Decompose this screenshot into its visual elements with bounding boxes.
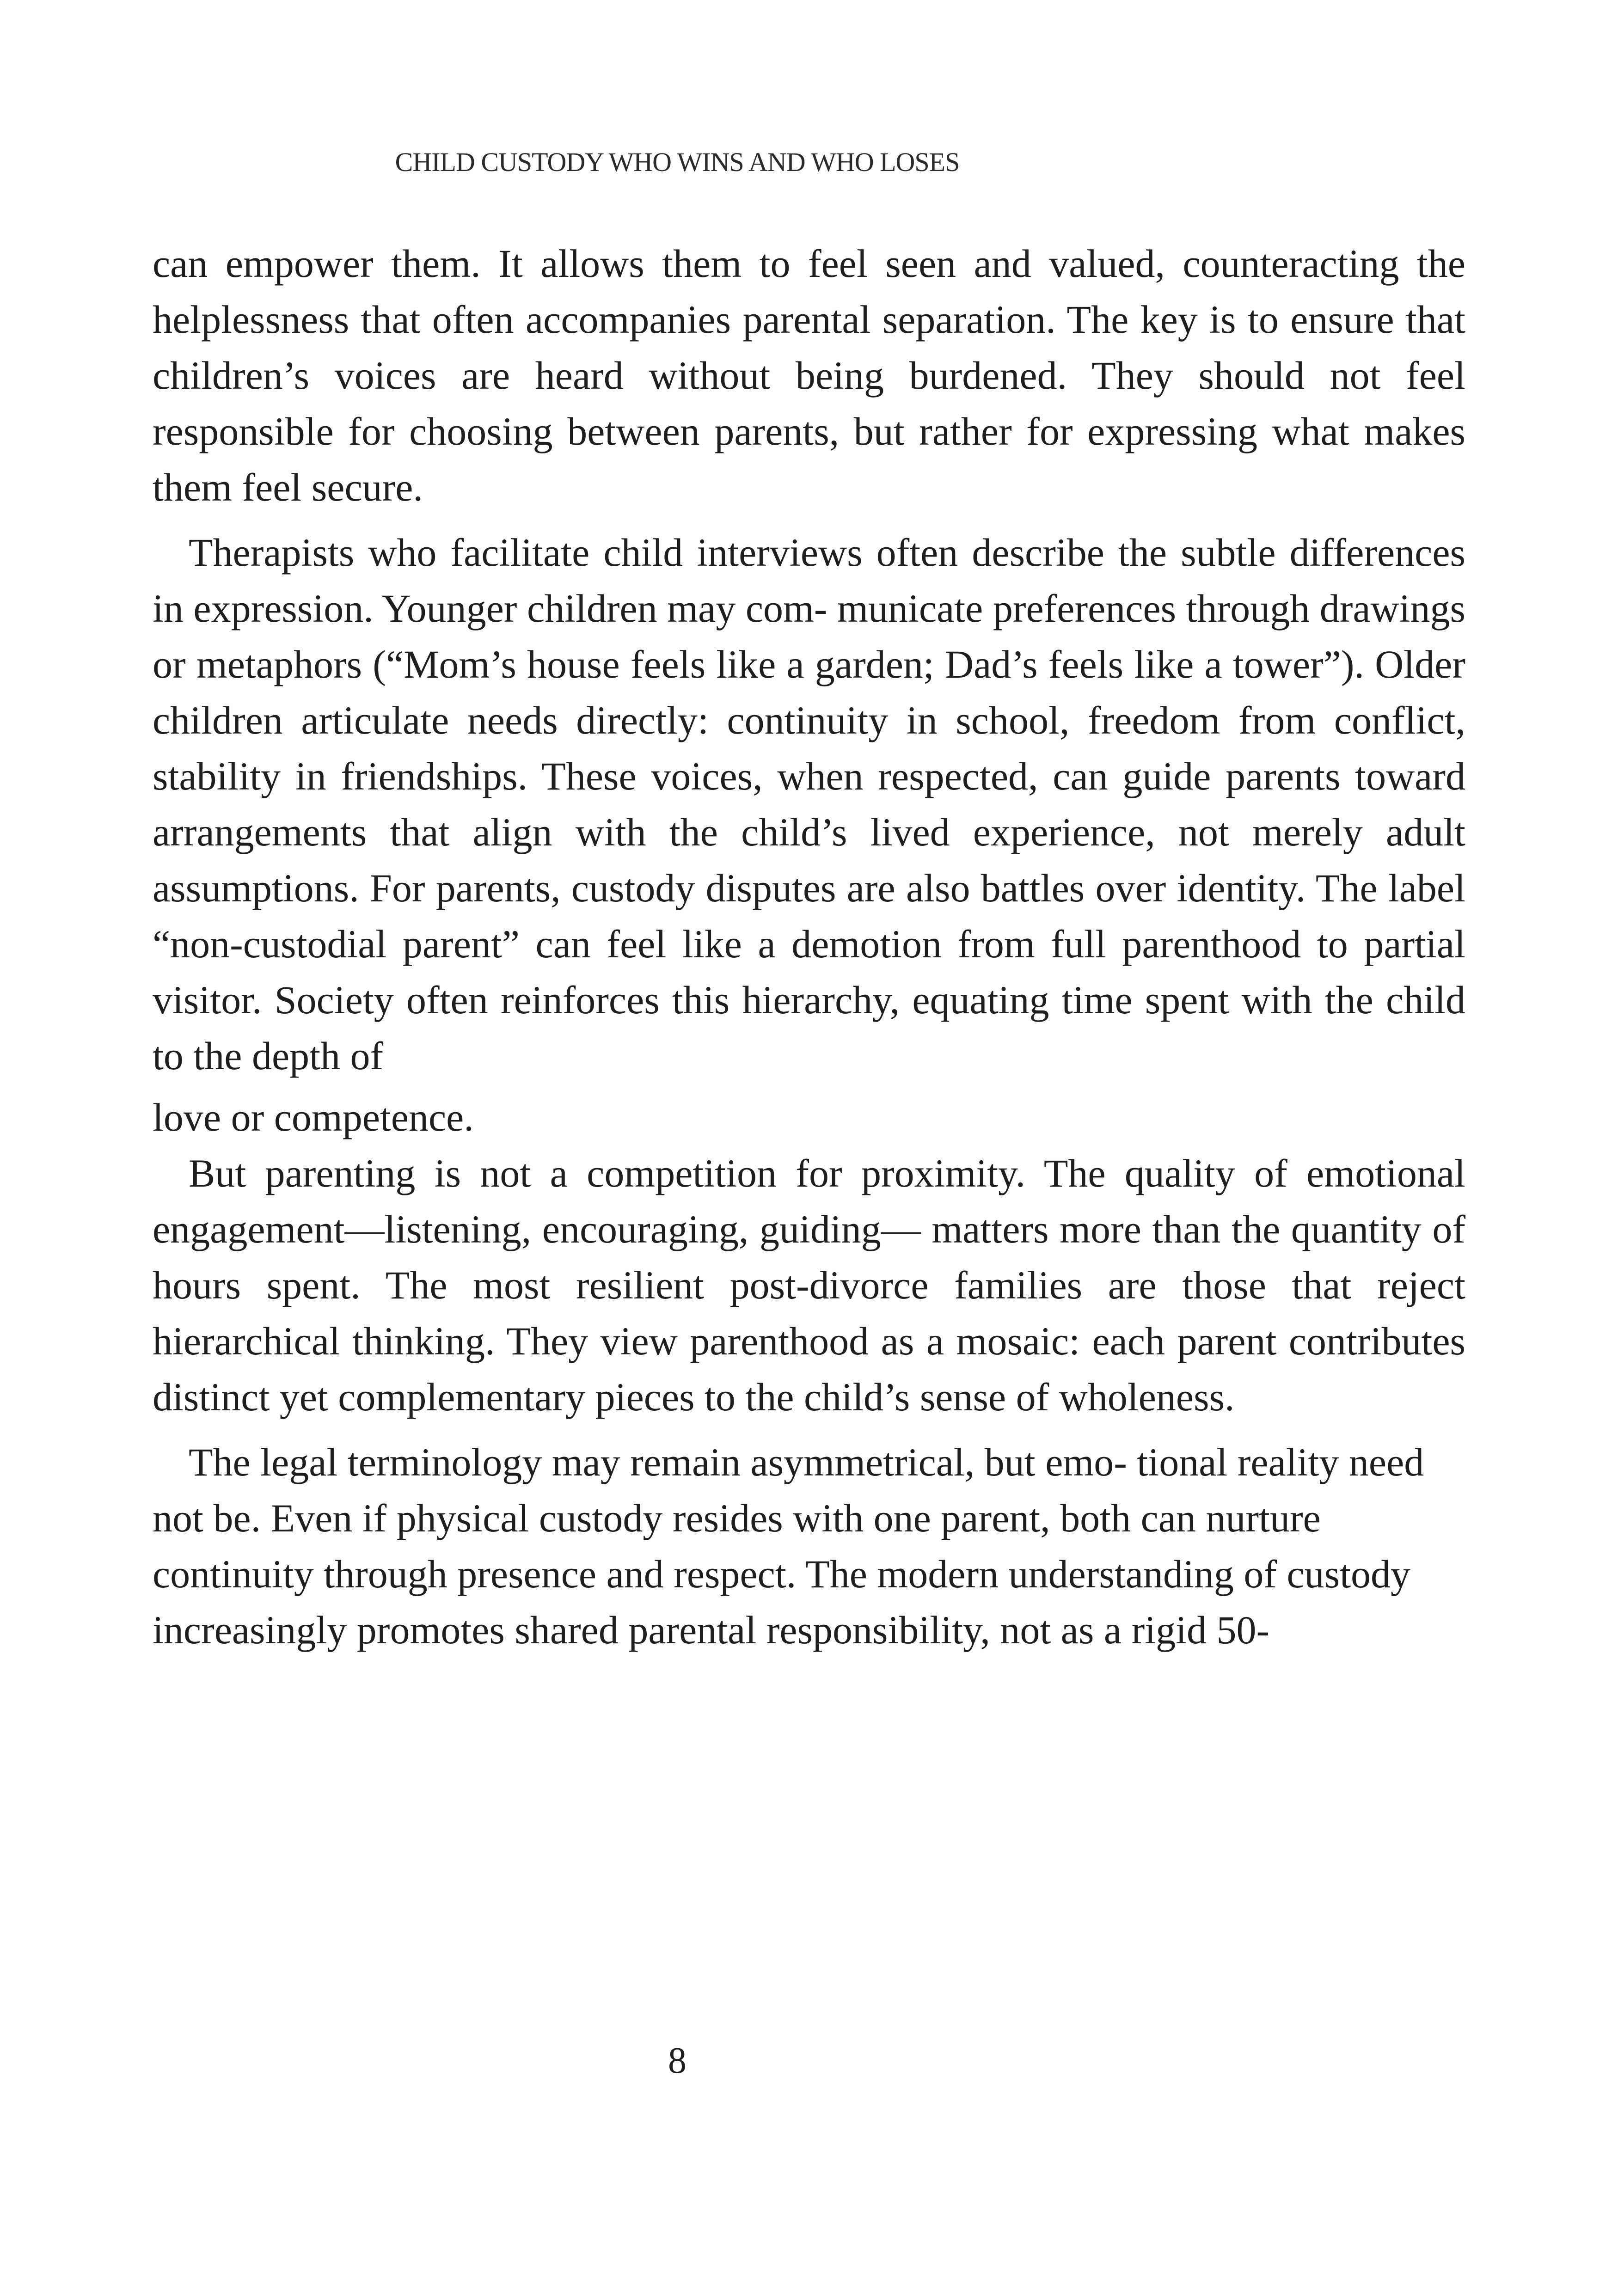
page-number: 8 <box>668 2040 686 2081</box>
paragraph-love-or-competence: love or competence. <box>153 1095 474 1139</box>
paragraph-therapists: Therapists who facilitate child interviews often describe the subtle differences in expression. Younger children may com- municate preferences through drawings or metaphors (“Mom’s house feels like a garden; Dad’s feels like a tower”). Older children articulate needs directly: continuity in school, freedom from conflict, stability in friendships. These voices, when respected, can guide parents toward arrangements that align with the child’s lived experience, not merely adult assumptions. For parents, custody disputes are also battles over identity. The label “non-custodial parent” can feel like a demotion from full parenthood to partial visitor. Society often reinforces this hierarchy, equating time spent with the child to the depth of <box>153 530 1465 1078</box>
body-text <box>153 236 1465 1658</box>
paragraph-continuation: can empower them. It allows them to feel seen and valued, counteracting the helplessness that often accompanies parental separation. The key is to ensure that children’s voices are heard without being burdened. They should not feel responsible for choosing between parents, but rather for expressing what makes them feel secure. <box>153 241 1465 509</box>
paragraph-legal-terminology: The legal terminology may remain asymmetrical, but emo- tional reality need not be. Even if physical custody resides with one parent, both can nurture continuity through presence and respect. The modern understanding of custody increasingly promotes shared parental responsibility, not as a rigid 50- <box>153 1440 1424 1652</box>
running-header: CHILD CUSTODY WHO WINS AND WHO LOSES <box>395 147 960 177</box>
paragraph-parenting: But parenting is not a competition for proximity. The quality of emotional engagement—listening, encouraging, guiding— matters more than the quantity of hours spent. The most resilient post-divorce families are those that reject hierarchical thinking. They view parenthood as a mosaic: each parent contributes distinct yet complementary pieces to the child’s sense of wholeness. <box>153 1151 1465 1419</box>
